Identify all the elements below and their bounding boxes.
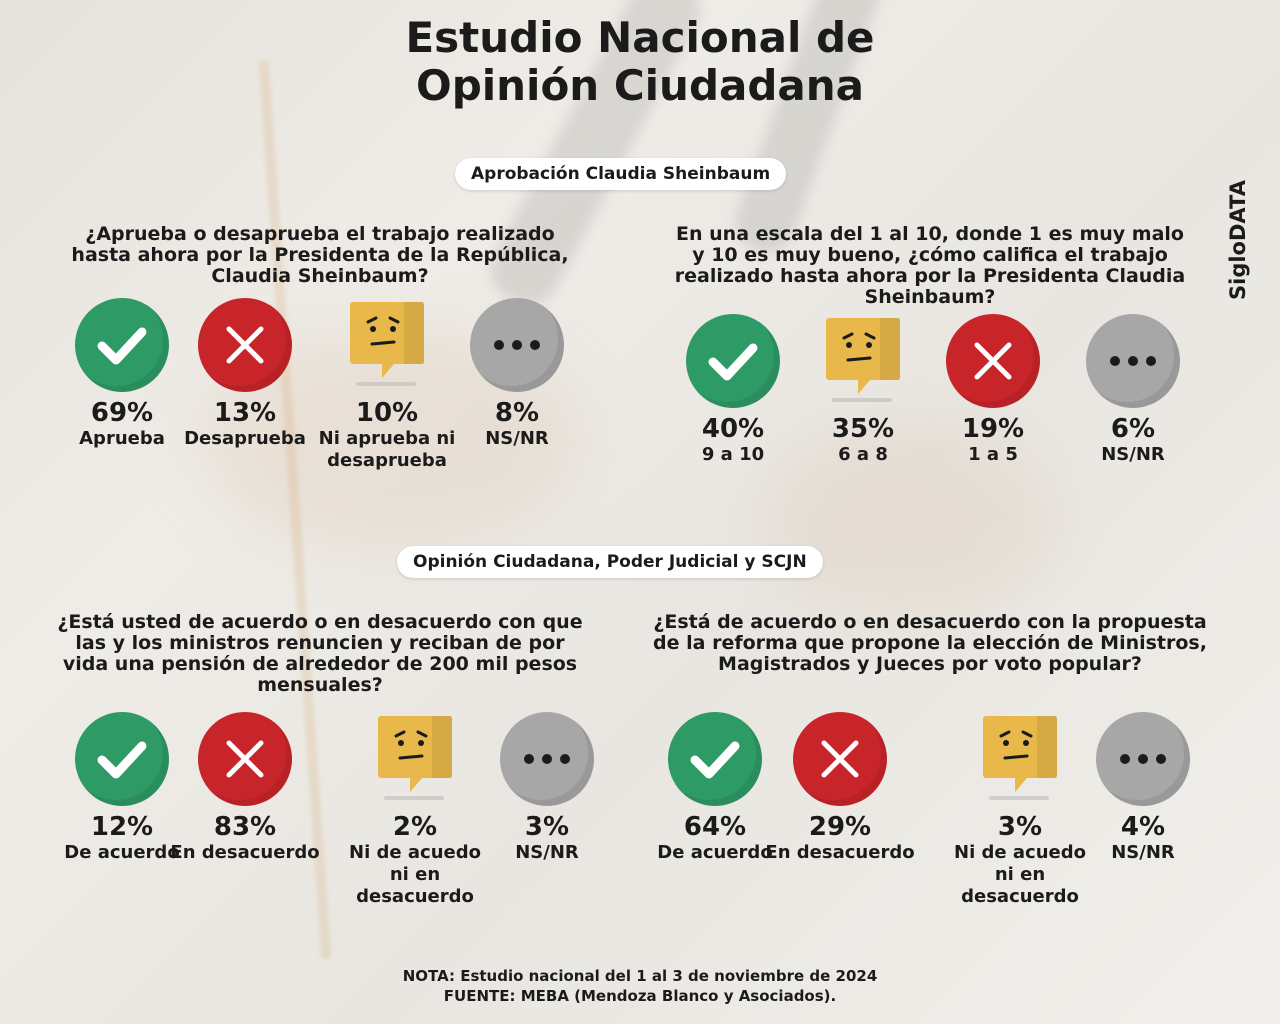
check-icon — [686, 314, 780, 408]
option-label: 6 a 8 — [838, 444, 888, 465]
neutral-face-icon — [973, 712, 1067, 806]
x-icon — [793, 712, 887, 806]
option-approval-2 — [170, 298, 320, 450]
option-reform-2 — [765, 712, 915, 864]
option-percentage: 3% — [997, 812, 1043, 842]
question-rating-scale: En una escala del 1 al 10, donde 1 es muy malo y 10 es muy bueno, ¿cómo califica el trabajo realizado hasta ahora por la Presidenta Claudia Sheinbaum? — [674, 223, 1186, 308]
option-label: Desaprueba — [184, 428, 306, 449]
ellipsis-icon — [500, 712, 594, 806]
check-icon — [75, 712, 169, 806]
footer-fuente: FUENTE: MEBA (Mendoza Blanco y Asociados). — [443, 987, 837, 1005]
option-percentage: 40% — [701, 414, 765, 444]
section-judicial-pill: Opinión Ciudadana, Poder Judicial y SCJN — [397, 546, 823, 578]
footer-nota: NOTA: Estudio nacional del 1 al 3 de noviembre de 2024 — [402, 967, 878, 985]
option-percentage: 12% — [90, 812, 154, 842]
check-icon — [668, 712, 762, 806]
option-percentage: 6% — [1110, 414, 1156, 444]
x-icon — [946, 314, 1040, 408]
option-label: En desacuerdo — [170, 842, 320, 863]
option-rating-3 — [918, 314, 1068, 466]
option-percentage: 69% — [90, 398, 154, 428]
section-approval-pill: Aprobación Claudia Sheinbaum — [455, 158, 786, 190]
option-label: Ni de acuedo ni en desacuerdo — [349, 842, 481, 907]
footer-note — [0, 966, 1280, 1006]
neutral-face-icon — [340, 298, 434, 392]
option-percentage: 35% — [831, 414, 895, 444]
option-label: 9 a 10 — [701, 444, 765, 465]
option-rating-4 — [1058, 314, 1208, 466]
option-percentage: 2% — [392, 812, 438, 842]
option-label: Ni de acuedo ni en desacuerdo — [954, 842, 1086, 907]
option-label: NS/NR — [485, 428, 549, 449]
option-label: NS/NR — [1101, 444, 1165, 465]
page-title: Estudio Nacional de Opinión Ciudadana — [405, 13, 875, 110]
x-icon — [198, 298, 292, 392]
ellipsis-icon — [1096, 712, 1190, 806]
neutral-face-icon — [816, 314, 910, 408]
option-percentage: 29% — [808, 812, 872, 842]
question-approval: ¿Aprueba o desaprueba el trabajo realizado hasta ahora por la Presidenta de la República, Claudia Sheinbaum? — [71, 223, 569, 287]
option-percentage: 10% — [355, 398, 419, 428]
question-pension: ¿Está usted de acuerdo o en desacuerdo con que las y los ministros renuncien y reciban de por vida una pensión de alrededor de 200 mil pesos mensuales? — [57, 611, 583, 696]
option-label: NS/NR — [515, 842, 579, 863]
option-percentage: 64% — [683, 812, 747, 842]
check-icon — [75, 298, 169, 392]
option-rating-2 — [788, 314, 938, 466]
brand-logo: SigloDATA — [1226, 180, 1250, 300]
option-percentage: 19% — [961, 414, 1025, 444]
option-label: Aprueba — [79, 428, 165, 449]
option-label: En desacuerdo — [765, 842, 915, 863]
option-pension-4 — [472, 712, 622, 864]
option-label: Ni aprueba ni desaprueba — [318, 428, 456, 471]
option-percentage: 83% — [213, 812, 277, 842]
x-icon — [198, 712, 292, 806]
option-label: De acuerdo — [657, 842, 773, 863]
option-label: NS/NR — [1111, 842, 1175, 863]
option-label: 1 a 5 — [968, 444, 1018, 465]
option-rating-1 — [658, 314, 808, 466]
option-pension-2 — [170, 712, 320, 864]
option-approval-3 — [312, 298, 462, 472]
option-reform-4 — [1068, 712, 1218, 864]
option-percentage: 4% — [1120, 812, 1166, 842]
option-percentage: 8% — [494, 398, 540, 428]
option-label: De acuerdo — [64, 842, 180, 863]
option-approval-4 — [442, 298, 592, 450]
question-reform: ¿Está de acuerdo o en desacuerdo con la propuesta de la reforma que propone la elección de Ministros, Magistrados y Jueces por voto popular? — [653, 611, 1207, 675]
option-percentage: 3% — [524, 812, 570, 842]
option-percentage: 13% — [213, 398, 277, 428]
neutral-face-icon — [368, 712, 462, 806]
ellipsis-icon — [470, 298, 564, 392]
ellipsis-icon — [1086, 314, 1180, 408]
option-pension-3 — [340, 712, 490, 908]
